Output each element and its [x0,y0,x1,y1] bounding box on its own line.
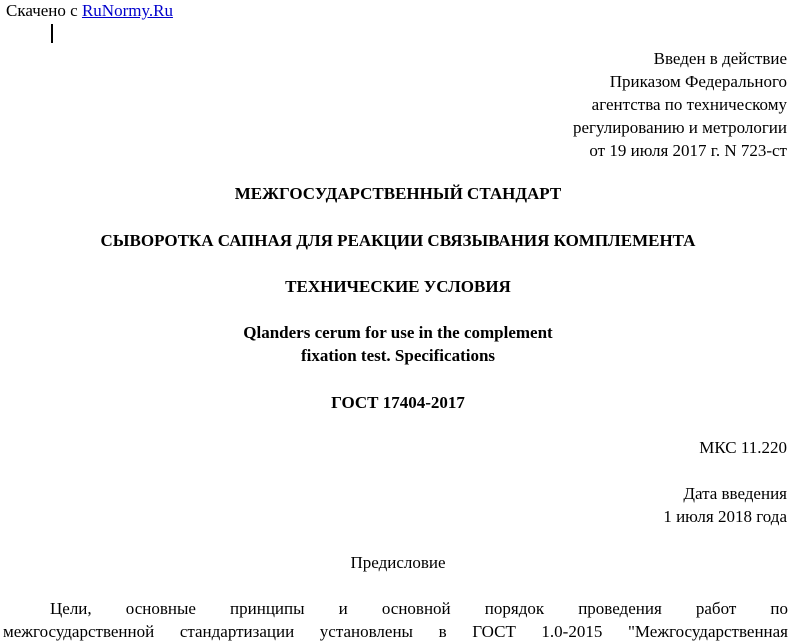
gost-number: ГОСТ 17404-2017 [331,393,465,412]
paragraph-line: межгосударственной стандартизации установлены в ГОСТ 1.0-2015 "Межгосударственная [3,622,788,641]
introduction-date [663,482,787,528]
source-link[interactable]: RuNormy.Ru [81,1,173,20]
english-title [0,321,790,367]
introduction-date-value: 1 июля 2018 года [663,507,787,526]
enactment-line: регулированию и метрологии [572,118,787,137]
paragraph-line: Цели, основные принципы и основной порядок проведения работ по [50,599,788,618]
text-cursor [51,24,53,43]
enactment-note [573,47,787,162]
introduction-date-label: Дата введения [683,484,787,503]
english-title-line: fixation test. Specifications [300,346,496,365]
source-prefix: Скачено с [6,1,82,20]
preface-paragraph [3,597,788,643]
preface-heading: Предисловие [350,553,446,572]
document-subtitle: ТЕХНИЧЕСКИЕ УСЛОВИЯ [285,277,511,296]
enactment-line: Введен в действие [653,49,787,68]
document-title: СЫВОРОТКА САПНАЯ ДЛЯ РЕАКЦИИ СВЯЗЫВАНИЯ КОМПЛЕМЕНТА [100,231,696,250]
mks-code: МКС 11.220 [699,438,787,457]
enactment-line: агентства по техническому [591,95,787,114]
source-note [6,0,173,22]
standard-type-heading: МЕЖГОСУДАРСТВЕННЫЙ СТАНДАРТ [234,184,562,203]
english-title-line: Qlanders cerum for use in the complement [243,323,553,342]
enactment-line: Приказом Федерального [609,72,787,91]
enactment-line: от 19 июля 2017 г. N 723-ст [589,141,787,160]
